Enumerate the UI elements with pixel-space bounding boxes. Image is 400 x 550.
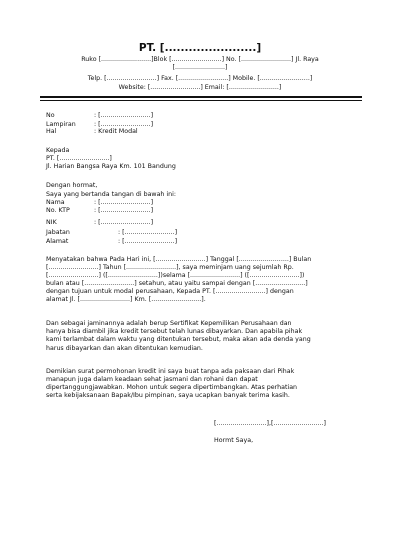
field-ktp-label: No. KTP [46,207,70,214]
paragraph-guarantee-line4: harus dibayarkan dan akan ditentukan kemudian. [46,345,203,352]
hal-label: Hal [46,128,57,135]
paragraph-statement-line3: [.........................] ([.........................])selama [.........................] ([.........................]) [46,272,305,279]
field-jabatan-label: Jabatan [46,229,70,236]
place-date: [.........................],[.........................] [214,420,326,427]
field-nama-value: : [.........................] [94,199,154,206]
intro-line: Saya yang bertanda tangan di bawah ini: [46,191,177,198]
company-address-line1: Ruko [.........................]Blok [.........................] No. [.........................] Jl. Raya [81,56,319,63]
hal-value: : Kredit Modal [94,128,138,135]
paragraph-closing-line1: Demikian surat permohonan kredit ini saya buat tanpa ada paksaan dari Pihak [46,368,295,375]
field-nik-value: : [.........................] [94,219,154,226]
paragraph-statement-line5: dengan tujuan untuk modal perusahaan, Kepada PT. [.........................] dengan [46,288,294,295]
recipient-kepada: Kepada [46,147,70,154]
letterhead-rule-thick [40,96,362,98]
recipient-company: PT. [.........................] [46,155,112,162]
letterhead-rule-thin [40,100,362,101]
regards: Hormt Saya, [214,437,254,444]
company-web-line: Website: [.........................] Email: [.........................] [118,84,282,91]
paragraph-closing-line3: dipertanggungjawabkan. Mohon untuk segera dipertimbangkan. Atas perhatian [46,384,298,391]
company-contact-line: Telp. [.........................] Fax. [.........................] Mobile. [.........................] [87,75,313,82]
no-label: No [46,112,55,119]
paragraph-guarantee-line3: kami terlambat dalam waktu yang ditentukan tersebut, maka akan ada denda yang [46,336,311,343]
field-alamat-label: Alamat [46,238,69,245]
field-jabatan-value: : [.........................] [118,229,178,236]
company-address-line2: [.........................] [172,64,228,71]
field-nik-label: NIK [46,219,57,226]
field-alamat-value: : [.........................] [118,238,178,245]
paragraph-statement-line2: [.........................] Tahun [.........................], saya meminjam uang sejumlah Rp. [46,264,294,271]
salutation: Dengan hormat, [46,182,98,189]
paragraph-guarantee-line1: Dan sebagai jaminannya adalah berup Sertifikat Kepemilikan Perusahaan dan [46,320,292,327]
company-title: PT. [.......................] [138,42,262,54]
lampiran-value: : [.........................] [94,121,154,128]
paragraph-guarantee-line2: hanya bisa diambil jika kredit tersebut telah lunas dibayarkan. Dan apabila pihak [46,328,303,335]
paragraph-statement-line1: Menyatakan bahwa Pada Hari ini, [.........................] Tanggal [.........................] Bulan [46,256,312,263]
paragraph-closing-line2: manapun juga dalam keadaan sehat jasmani dan rohani dan dapat [46,376,258,383]
recipient-address: Jl. Harian Bangsa Raya Km. 101 Bandung [46,163,176,170]
paragraph-statement-line4: bulan atau [.........................] setahun, atau yaitu sampai dengan [.........................] [46,280,308,287]
lampiran-label: Lampiran [46,121,76,128]
field-nama-label: Nama [46,199,65,206]
paragraph-closing-line4: serta kebijaksanaan Bapak/Ibu pimpinan, saya ucapkan banyak terima kasih. [46,392,290,399]
field-ktp-value: : [.........................] [94,207,154,214]
paragraph-statement-line6: alamat Jl. [.........................] Km. [.........................]. [46,296,206,303]
no-value: : [.........................] [94,112,154,119]
